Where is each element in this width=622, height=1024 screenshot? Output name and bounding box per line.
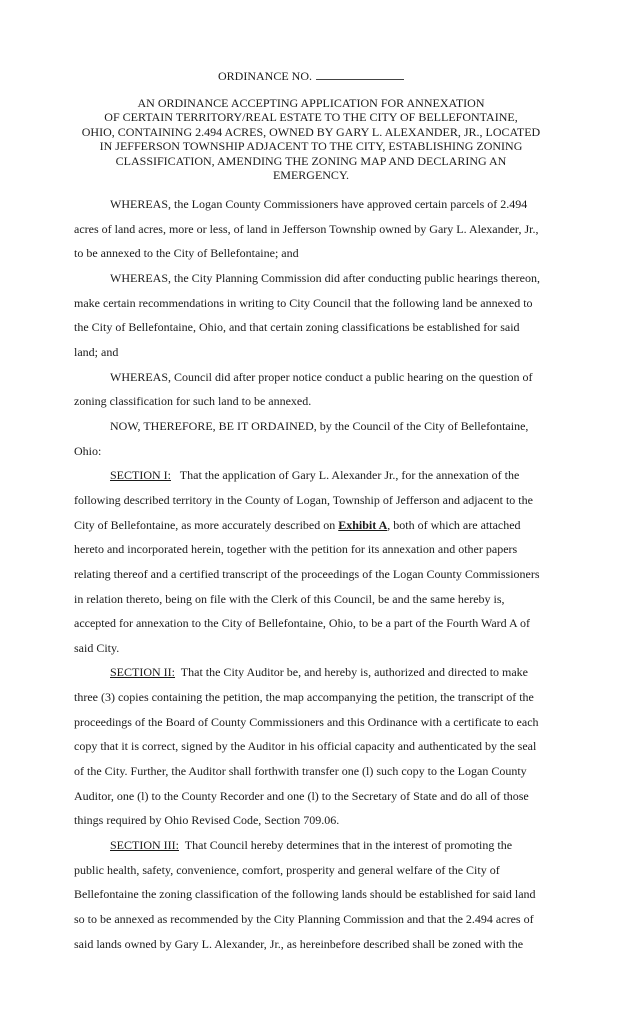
paragraph-line: WHEREAS, the Logan County Commissioners have approved certain parcels of 2.494 [110, 197, 528, 211]
paragraph-line: land; and [74, 344, 119, 359]
paragraph-line: Auditor, one (l) to the County Recorder and one (l) to the Secretary of State and do all of those [74, 788, 529, 803]
text-segment: That Council hereby determines that in the interest of promoting the [179, 838, 513, 853]
section-3-paragraph [74, 833, 564, 956]
whereas-paragraph-3 [74, 365, 564, 414]
paragraph-line: relating thereof and a certified transcript of the proceedings of the Logan County Commissioners [74, 566, 540, 581]
paragraph-line: things required by Ohio Revised Code, Section 709.06. [74, 813, 340, 828]
heading-line: AN ORDINANCE ACCEPTING APPLICATION FOR ANNEXATION [137, 96, 485, 110]
paragraph-line: WHEREAS, Council did after proper notice conduct a public hearing on the question of [110, 369, 533, 384]
paragraph-line: following described territory in the County of Logan, Township of Jefferson and adjacent to the [74, 492, 533, 507]
paragraph-line: three (3) copies containing the petition, the map accompanying the petition, the transcript of the [74, 690, 534, 705]
heading-line: IN JEFFERSON TOWNSHIP ADJACENT TO THE CITY, ESTABLISHING ZONING [99, 139, 523, 154]
paragraph-line: the City of Bellefontaine, Ohio, and that certain zoning classifications be established for said [74, 320, 520, 335]
ordinance-body [74, 192, 564, 956]
paragraph-line [74, 833, 564, 858]
paragraph-line [74, 513, 564, 538]
section-label: SECTION II: [110, 665, 175, 680]
paragraph-line: accepted for annexation to the City of Bellefontaine, Ohio, to be a part of the Fourth Ward A of [74, 616, 531, 631]
heading-line: CLASSIFICATION, AMENDING THE ZONING MAP AND DECLARING AN [115, 153, 507, 168]
paragraph-line: proceedings of the Board of County Commissioners and this Ordinance with a certificate to each [74, 714, 539, 729]
ordained-paragraph [74, 414, 564, 463]
heading-line: OHIO, CONTAINING 2.494 ACRES, OWNED BY GARY L. ALEXANDER, JR., LOCATED [81, 124, 541, 139]
paragraph-line: acres of land acres, more or less, of land in Jefferson Township owned by Gary L. Alexander, Jr., [74, 221, 539, 236]
whereas-paragraph-1 [74, 192, 564, 266]
paragraph-line: so to be annexed as recommended by the City Planning Commission and that the 2.494 acres of [74, 912, 534, 927]
ordinance-number-title [0, 68, 622, 84]
text-segment: That the application of Gary L. Alexander Jr., for the annexation of the [171, 468, 520, 483]
paragraph-line: make certain recommendations in writing to City Council that the following land be annexed to [74, 295, 533, 310]
paragraph-line: zoning classification for such land to be annexed. [74, 394, 312, 409]
paragraph-line: of the City. Further, the Auditor shall forthwith transfer one (l) such copy to the Logan County [74, 764, 527, 779]
paragraph-line [74, 463, 564, 488]
text-segment: City of Bellefontaine, as more accurately described on [74, 517, 339, 532]
heading-line: EMERGENCY. [272, 168, 350, 183]
paragraph-line [74, 660, 564, 685]
paragraph-line: NOW, THEREFORE, BE IT ORDAINED, by the Council of the City of Bellefontaine, [110, 418, 529, 433]
paragraph-line: WHEREAS, the City Planning Commission did after conducting public hearings thereon, [110, 270, 540, 285]
text-segment: That the City Auditor be, and hereby is, authorized and directed to make [175, 665, 529, 680]
heading-line: OF CERTAIN TERRITORY/REAL ESTATE TO THE CITY OF BELLEFONTAINE, [104, 110, 518, 125]
text-segment: , both of which are attached [387, 517, 521, 532]
ordinance-number-blank [316, 68, 404, 80]
section-label: SECTION III: [110, 838, 179, 853]
section-2-paragraph [74, 660, 564, 833]
ordinance-heading [40, 96, 582, 182]
whereas-paragraph-2 [74, 266, 564, 365]
paragraph-line: Ohio: [74, 443, 102, 458]
section-label: SECTION I: [110, 468, 171, 483]
paragraph-line: copy that it is correct, signed by the Auditor in his official capacity and authenticated by the seal [74, 739, 537, 754]
section-1-paragraph [74, 463, 564, 660]
paragraph-line: said lands owned by Gary L. Alexander, Jr., as hereinbefore described shall be zoned with the [74, 936, 524, 951]
title-text: ORDINANCE NO. [218, 69, 312, 83]
paragraph-line: public health, safety, convenience, comfort, prosperity and general welfare of the City of [74, 862, 500, 877]
paragraph-line: Bellefontaine the zoning classification of the following lands should be established for said land [74, 887, 536, 902]
paragraph-line: said City. [74, 640, 120, 655]
paragraph-line: to be annexed to the City of Bellefontaine; and [74, 246, 299, 261]
exhibit-a-reference: Exhibit A [338, 517, 388, 532]
paragraph-line: in relation thereto, being on file with the Clerk of this Council, be and the same hereby is, [74, 591, 505, 606]
paragraph-line: hereto and incorporated herein, together with the petition for its annexation and other papers [74, 542, 518, 557]
